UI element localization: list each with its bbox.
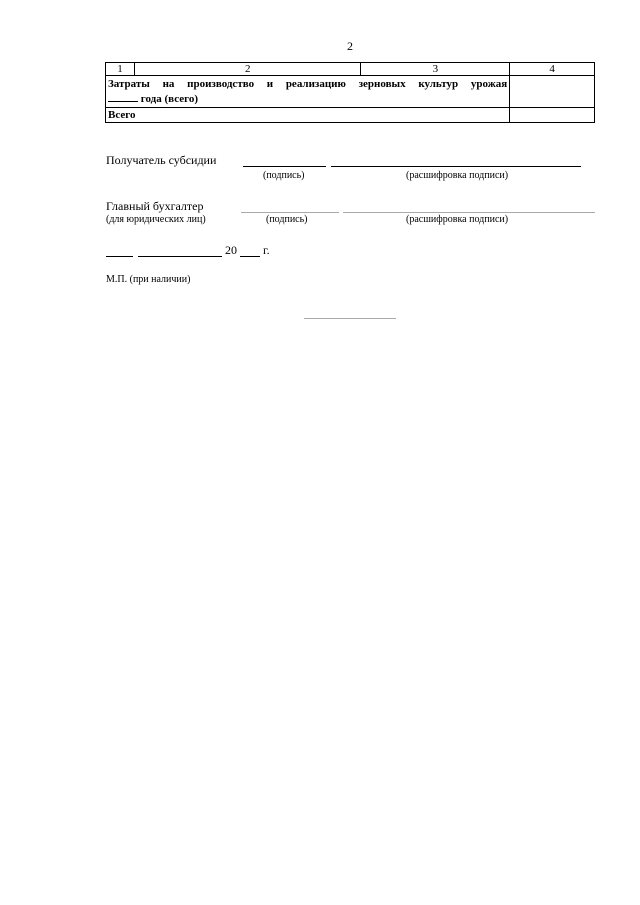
- recipient-decipher-caption: (расшифровка подписи): [406, 170, 509, 181]
- costs-year-label: года (всего): [140, 93, 198, 105]
- recipient-signature-caption: (подпись): [263, 170, 305, 181]
- column-number-3: 3: [361, 63, 510, 76]
- accountant-signature-line[interactable]: [241, 212, 339, 213]
- date-day-line[interactable]: [106, 256, 133, 257]
- recipient-label: Получатель субсидии: [106, 153, 217, 167]
- column-number-4: 4: [510, 63, 595, 76]
- column-number-1: 1: [106, 63, 135, 76]
- accountant-signature-caption: (подпись): [266, 214, 308, 225]
- costs-value-cell: [510, 76, 595, 108]
- costs-text-line1: Затраты на производство и реализацию зерновых культур урожая: [108, 78, 508, 90]
- recipient-signature-line[interactable]: [243, 166, 326, 167]
- date-month-line[interactable]: [138, 256, 222, 257]
- costs-text-line2: [108, 91, 507, 106]
- accountant-decipher-caption: (расшифровка подписи): [406, 214, 509, 225]
- page-number: 2: [347, 39, 353, 53]
- subsidy-table: [105, 62, 595, 123]
- date-year-line[interactable]: [240, 256, 260, 257]
- end-separator-line: [304, 318, 396, 319]
- table-header-row: [106, 63, 595, 76]
- year-blank: [108, 91, 138, 102]
- table-row-total: [106, 108, 595, 123]
- recipient-decipher-line[interactable]: [331, 166, 581, 167]
- stamp-note: М.П. (при наличии): [106, 274, 191, 285]
- total-label-cell: Всего: [106, 108, 510, 123]
- date-twenty: 20: [225, 243, 237, 257]
- accountant-sub-label: (для юридических лиц): [106, 214, 206, 225]
- date-year-suffix: г.: [263, 243, 270, 257]
- column-number-2: 2: [134, 63, 361, 76]
- accountant-label: Главный бухгалтер: [106, 199, 204, 213]
- costs-cell: [106, 76, 510, 108]
- total-value-cell: [510, 108, 595, 123]
- accountant-decipher-line[interactable]: [343, 212, 595, 213]
- table-row-costs: [106, 76, 595, 108]
